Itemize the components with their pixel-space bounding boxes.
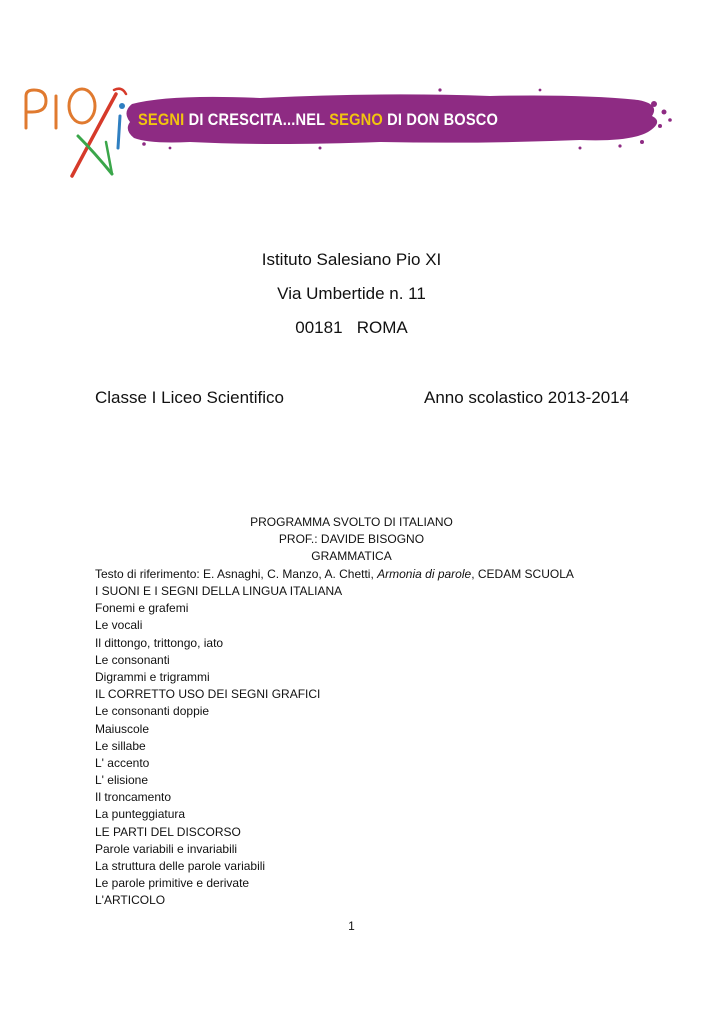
list-item: Le sillabe: [95, 738, 146, 753]
list-item: I SUONI E I SEGNI DELLA LINGUA ITALIANA: [95, 584, 343, 598]
list-item: La struttura delle parole variabili: [95, 859, 266, 873]
list-item: Le parole primitive e derivate: [95, 876, 250, 891]
list-item: LE PARTI DEL DISCORSO: [95, 824, 241, 839]
class-name: Classe I Liceo Scientifico: [95, 388, 284, 407]
page-number: 1: [348, 919, 355, 933]
list-item: Le consonanti: [95, 652, 170, 667]
list-item: Il troncamento: [95, 790, 172, 805]
slogan-don-bosco: DI DON BOSCO: [382, 110, 499, 129]
list-item: Fonemi e grafemi: [95, 601, 189, 616]
professor-name: PROF.: DAVIDE BISOGNO: [278, 532, 425, 546]
list-item: Parole variabili e invariabili: [95, 841, 238, 856]
list-item: Il dittongo, trittongo, iato: [95, 635, 224, 650]
list-item: Le vocali: [95, 618, 143, 633]
list-item: L' elisione: [95, 773, 148, 788]
slogan-text: [138, 110, 498, 136]
list-item: Maiuscole: [95, 721, 150, 736]
list-item: L' accento: [95, 755, 150, 770]
list-item: Le consonanti doppie: [95, 704, 210, 719]
list-item: L'ARTICOLO: [95, 893, 166, 908]
slogan-crescita: DI CRESCITA...NEL: [184, 110, 330, 129]
slogan-segni: SEGNI: [138, 110, 185, 129]
reference-prefix: Testo di riferimento: E. Asnaghi, C. Manzo, A. Chetti,: [95, 567, 378, 581]
reference-title: Armonia di parole: [377, 567, 472, 581]
programma-title: PROGRAMMA SVOLTO DI ITALIANO: [250, 515, 453, 529]
topics-list: [95, 583, 655, 910]
reference-text: [95, 566, 574, 583]
slogan-segno: SEGNO: [329, 110, 383, 129]
subject-heading: GRAMMATICA: [311, 549, 392, 563]
institute-city: 00181 ROMA: [295, 318, 408, 337]
institute-street: Via Umbertide n. 11: [277, 284, 426, 303]
reference-suffix: , CEDAM SCUOLA: [471, 567, 574, 581]
list-item: Digrammi e trigrammi: [95, 669, 210, 684]
school-year: Anno scolastico 2013-2014: [424, 388, 630, 407]
institute-name: Istituto Salesiano Pio XI: [261, 250, 442, 269]
list-item: La punteggiatura: [95, 807, 186, 822]
xi-mark: [72, 89, 126, 176]
list-item: IL CORRETTO USO DEI SEGNI GRAFICI: [95, 687, 321, 702]
pio-letters: [26, 89, 95, 128]
